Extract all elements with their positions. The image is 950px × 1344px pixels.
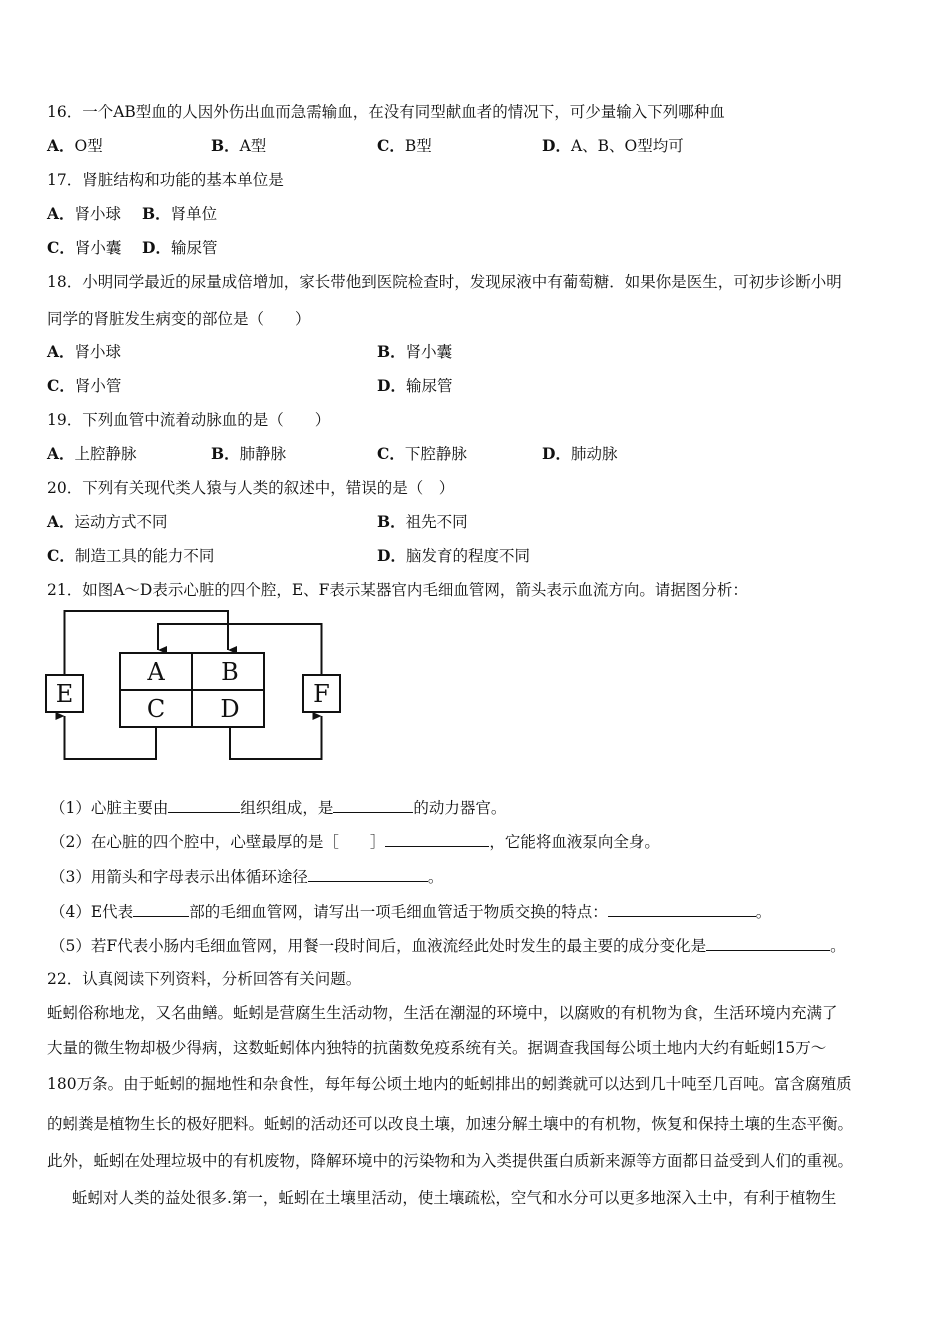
q22-stem: 22．认真阅读下列资料，分析回答有关问题。	[47, 970, 362, 988]
q16-option-a[interactable]: A．O型	[47, 136, 103, 155]
vessel-e-to-b	[65, 611, 229, 675]
q21-blank-3[interactable]	[308, 866, 428, 882]
q16-stem: 16．一个AB型血的人因外伤出血而急需输血，在没有同型献血者的情况下，可少量输入下列哪种血	[47, 103, 725, 121]
vessel-d-to-f	[230, 716, 322, 759]
q21-sub-3: （3）用箭头和字母表示出体循环途径 。	[50, 868, 444, 886]
q18-option-d[interactable]: D．输尿管	[377, 376, 453, 395]
q22-para2-line-1: 蚯蚓对人类的益处很多.第一，蚯蚓在土壤里活动，使土壤疏松，空气和水分可以更多地深入土中，有利于植物生	[72, 1189, 837, 1207]
q19-stem: 19．下列血管中流着动脉血的是（ ）	[47, 411, 331, 429]
chamber-a-label: A	[147, 658, 165, 686]
chamber-b-label: B	[221, 658, 239, 686]
q20-option-d[interactable]: D．脑发育的程度不同	[377, 546, 530, 565]
q21-blank-4a[interactable]	[133, 901, 189, 917]
q18-stem-line-2: 同学的肾脏发生病变的部位是（ ）	[47, 310, 311, 328]
q16-option-c[interactable]: C．B型	[377, 136, 432, 155]
q22-para1-line-5: 此外，蚯蚓在处理垃圾中的有机废物，降解环境中的污染物和为入类提供蛋白质新来源等方面都日益受到人们的重视。	[47, 1152, 854, 1170]
q17-stem: 17．肾脏结构和功能的基本单位是	[47, 171, 284, 189]
q17-option-d[interactable]: D．输尿管	[142, 238, 218, 257]
q21-sub-4: （4）E代表 部的毛细血管网，请写出一项毛细血管适于物质交换的特点： 。	[50, 903, 772, 921]
q20-option-c[interactable]: C．制造工具的能力不同	[47, 546, 215, 565]
q21-sub-5: （5）若F代表小肠内毛细血管网，用餐一段时间后，血液流经此处时发生的最主要的成分变化是 。	[50, 937, 846, 955]
q22-para1-line-2: 大量的微生物却极少得病，这数蚯蚓体内独特的抗菌数免疫系统有关。据调查我国每公顷土地内大约有蚯蚓15万～	[47, 1039, 827, 1057]
q21-blank-2[interactable]	[385, 831, 489, 847]
q16-option-b[interactable]: B．A型	[211, 136, 267, 155]
q18-stem-line-1: 18．小明同学最近的尿量成倍增加，家长带他到医院检查时，发现尿液中有葡萄糖．如果你是医生，可初步诊断小明	[47, 273, 842, 291]
q21-sub-2: （2）在心脏的四个腔中，心壁最厚的是［ ］ ，它能将血液泵向全身。	[50, 833, 660, 851]
q22-para1-line-1: 蚯蚓俗称地龙，又名曲鳝。蚯蚓是营腐生生活动物，生活在潮湿的环境中，以腐败的有机物为食，生活环境内充满了	[47, 1004, 838, 1022]
vessel-c-to-e	[65, 716, 157, 759]
q21-blank-1a[interactable]	[168, 797, 240, 813]
q21-blank-4b[interactable]	[608, 901, 756, 917]
q22-para1-line-3: 180万条。由于蚯蚓的掘地性和杂食性，每年每公顷土地内的蚯蚓排出的蚓粪就可以达到几十吨至几百吨。富含腐殖质	[47, 1075, 852, 1093]
q19-option-b[interactable]: B．肺静脉	[211, 444, 287, 463]
q18-option-b[interactable]: B．肾小囊	[377, 342, 453, 361]
q16-option-d[interactable]: D．A、B、O型均可	[542, 136, 684, 155]
q17-option-b[interactable]: B．肾单位	[142, 204, 218, 223]
q17-option-c[interactable]: C．肾小囊	[47, 238, 122, 257]
q20-option-a[interactable]: A．运动方式不同	[47, 512, 168, 531]
vessel-f-to-a	[158, 624, 322, 675]
chamber-d-label: D	[220, 695, 240, 723]
q19-option-d[interactable]: D．肺动脉	[542, 444, 618, 463]
q18-option-c[interactable]: C．肾小管	[47, 376, 122, 395]
q21-stem: 21．如图A～D表示心脏的四个腔，E、F表示某器官内毛细血管网，箭头表示血流方向。请据图分析：	[47, 581, 748, 599]
q22-para1-line-4: 的蚓粪是植物生长的极好肥料。蚯蚓的活动还可以改良土壤，加速分解土壤中的有机物，恢复和保持土壤的生态平衡。	[47, 1115, 854, 1133]
q20-stem: 20．下列有关现代类人猿与人类的叙述中，错误的是（ ）	[47, 479, 455, 497]
q19-option-a[interactable]: A．上腔静脉	[47, 444, 137, 463]
heart-circulation-diagram	[44, 608, 344, 764]
q21-sub-1: （1）心脏主要由 组织组成，是 的动力器官。	[50, 799, 507, 817]
q18-option-a[interactable]: A．肾小球	[47, 342, 122, 361]
capillary-e-label: E	[55, 680, 74, 708]
q20-option-b[interactable]: B．祖先不同	[377, 512, 468, 531]
q19-option-c[interactable]: C．下腔静脉	[377, 444, 467, 463]
chamber-c-label: C	[146, 695, 166, 723]
q21-blank-1b[interactable]	[333, 797, 413, 813]
q17-option-a[interactable]: A．肾小球	[47, 204, 122, 223]
q21-blank-5[interactable]	[706, 935, 830, 951]
capillary-f-label: F	[313, 680, 330, 708]
